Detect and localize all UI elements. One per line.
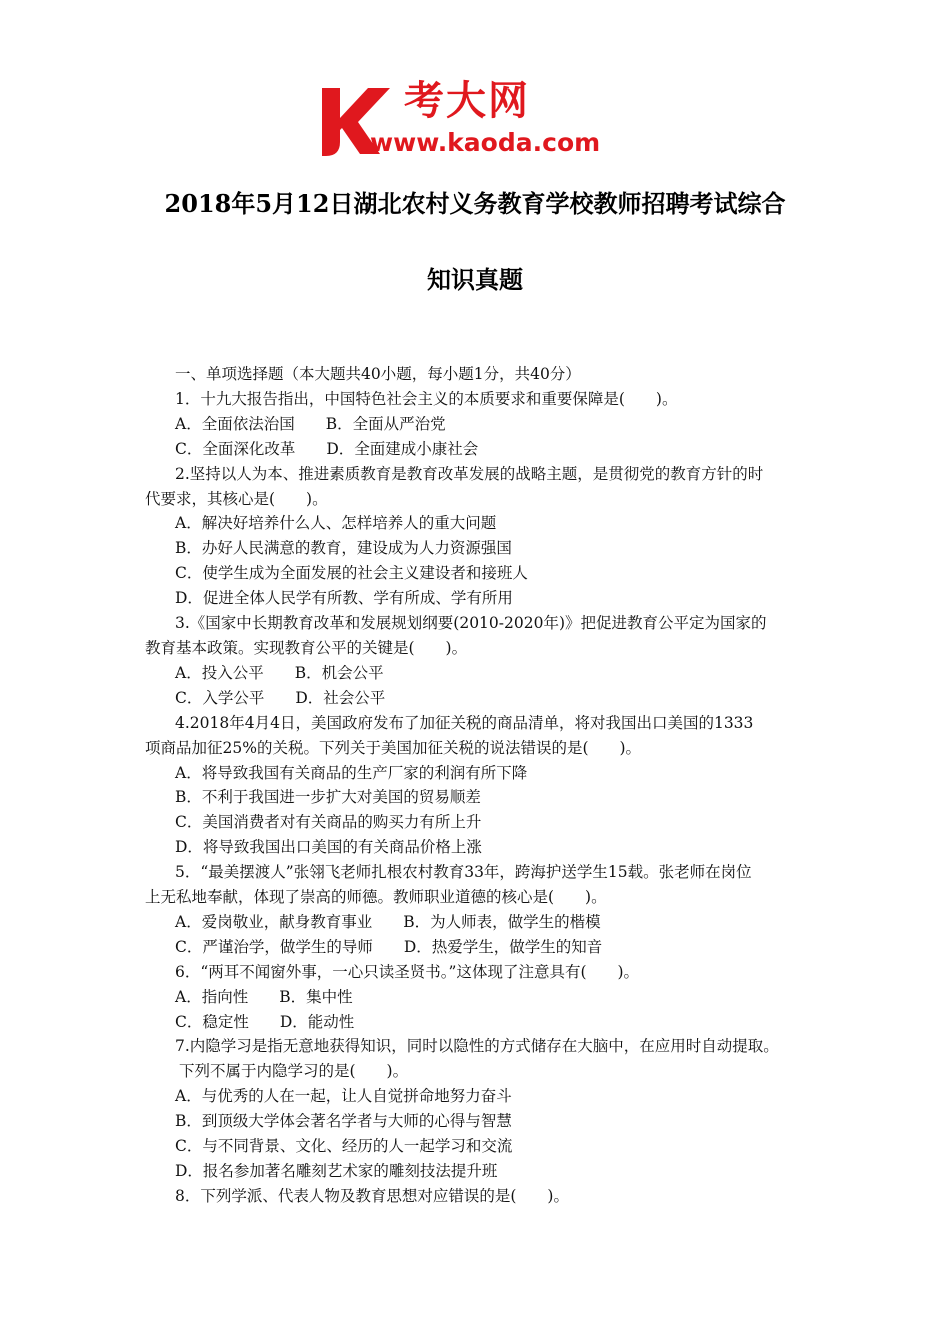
kaoda-logo[interactable] <box>318 78 638 160</box>
document-title-line1: 2018年5月12日湖北农村义务教育学校教师招聘考试综合 <box>164 189 786 218</box>
content-line: B．办好人民满意的教育，建设成为人力资源强国 <box>175 539 512 558</box>
document-title-line2: 知识真题 <box>427 265 523 294</box>
content-line: 代要求，其核心是( )。 <box>145 489 328 508</box>
content-line: C．严谨治学，做学生的导师 D．热爱学生，做学生的知音 <box>175 937 603 956</box>
content-line: 项商品加征25%的关税。下列关于美国加征关税的说法错误的是( )。 <box>145 738 642 757</box>
exam-content <box>145 362 815 1209</box>
content-line: C．稳定性 D．能动性 <box>175 1012 355 1031</box>
content-line: C．美国消费者对有关商品的购买力有所上升 <box>175 813 482 832</box>
content-line: A．将导致我国有关商品的生产厂家的利润有所下降 <box>175 763 528 782</box>
content-line: 5．“最美摆渡人”张翎飞老师扎根农村教育33年，跨海护送学生15载。张老师在岗位 <box>175 863 752 882</box>
content-line: A．解决好培养什么人、怎样培养人的重大问题 <box>175 514 497 533</box>
content-line: D．报名参加著名雕刻艺术家的雕刻技法提升班 <box>175 1162 498 1180</box>
content-line: 教育基本政策。实现教育公平的关键是( )。 <box>145 638 468 657</box>
content-line: B．到顶级大学体会著名学者与大师的心得与智慧 <box>175 1112 512 1131</box>
content-line: 下列不属于内隐学习的是( )。 <box>179 1062 409 1081</box>
content-line: A．与优秀的人在一起，让人自觉拼命地努力奋斗 <box>175 1087 512 1106</box>
content-line: C．与不同背景、文化、经历的人一起学习和交流 <box>175 1137 513 1156</box>
logo-url-text[interactable]: www.kaoda.com <box>370 128 601 157</box>
content-line: 一、单项选择题（本大题共40小题，每小题1分，共40分） <box>175 365 581 383</box>
content-line: C．全面深化改革 D．全面建成小康社会 <box>175 439 479 458</box>
logo-brand-text: 考大网 <box>404 78 530 124</box>
content-line: A．指向性 B．集中性 <box>175 987 353 1006</box>
content-line: 2.坚持以人为本、推进素质教育是教育改革发展的战略主题，是贯彻党的教育方针的时 <box>175 464 764 483</box>
content-line: C．使学生成为全面发展的社会主义建设者和接班人 <box>175 564 528 583</box>
content-line: D．将导致我国出口美国的有关商品价格上涨 <box>175 838 482 857</box>
content-line: A．爱岗敬业，献身教育事业 B．为人师表，做学生的楷模 <box>175 912 601 931</box>
content-line: 6．“两耳不闻窗外事，一心只读圣贤书。”这体现了注意具有( )。 <box>175 962 640 981</box>
content-line: C．入学公平 D．社会公平 <box>175 688 386 707</box>
content-line: 4.2018年4月4日，美国政府发布了加征关税的商品清单，将对我国出口美国的1333 <box>175 713 754 732</box>
content-line: 3.《国家中长期教育改革和发展规划纲要(2010-2020年)》把促进教育公平定为国家的 <box>175 614 767 633</box>
content-line: 7.内隐学习是指无意地获得知识，同时以隐性的方式储存在大脑中，在应用时自动提取。 <box>175 1037 779 1056</box>
content-line: A．全面依法治国 B．全面从严治党 <box>175 414 446 433</box>
content-line: B．不利于我国进一步扩大对美国的贸易顺差 <box>175 788 481 807</box>
content-line: A．投入公平 B．机会公平 <box>175 663 384 682</box>
content-line: 1．十九大报告指出，中国特色社会主义的本质要求和重要保障是( )。 <box>175 389 678 408</box>
content-line: 上无私地奉献，体现了崇高的师德。教师职业道德的核心是( )。 <box>145 888 607 907</box>
content-line: 8．下列学派、代表人物及教育思想对应错误的是( )。 <box>175 1186 569 1205</box>
content-line: D．促进全体人民学有所教、学有所成、学有所用 <box>175 589 513 608</box>
